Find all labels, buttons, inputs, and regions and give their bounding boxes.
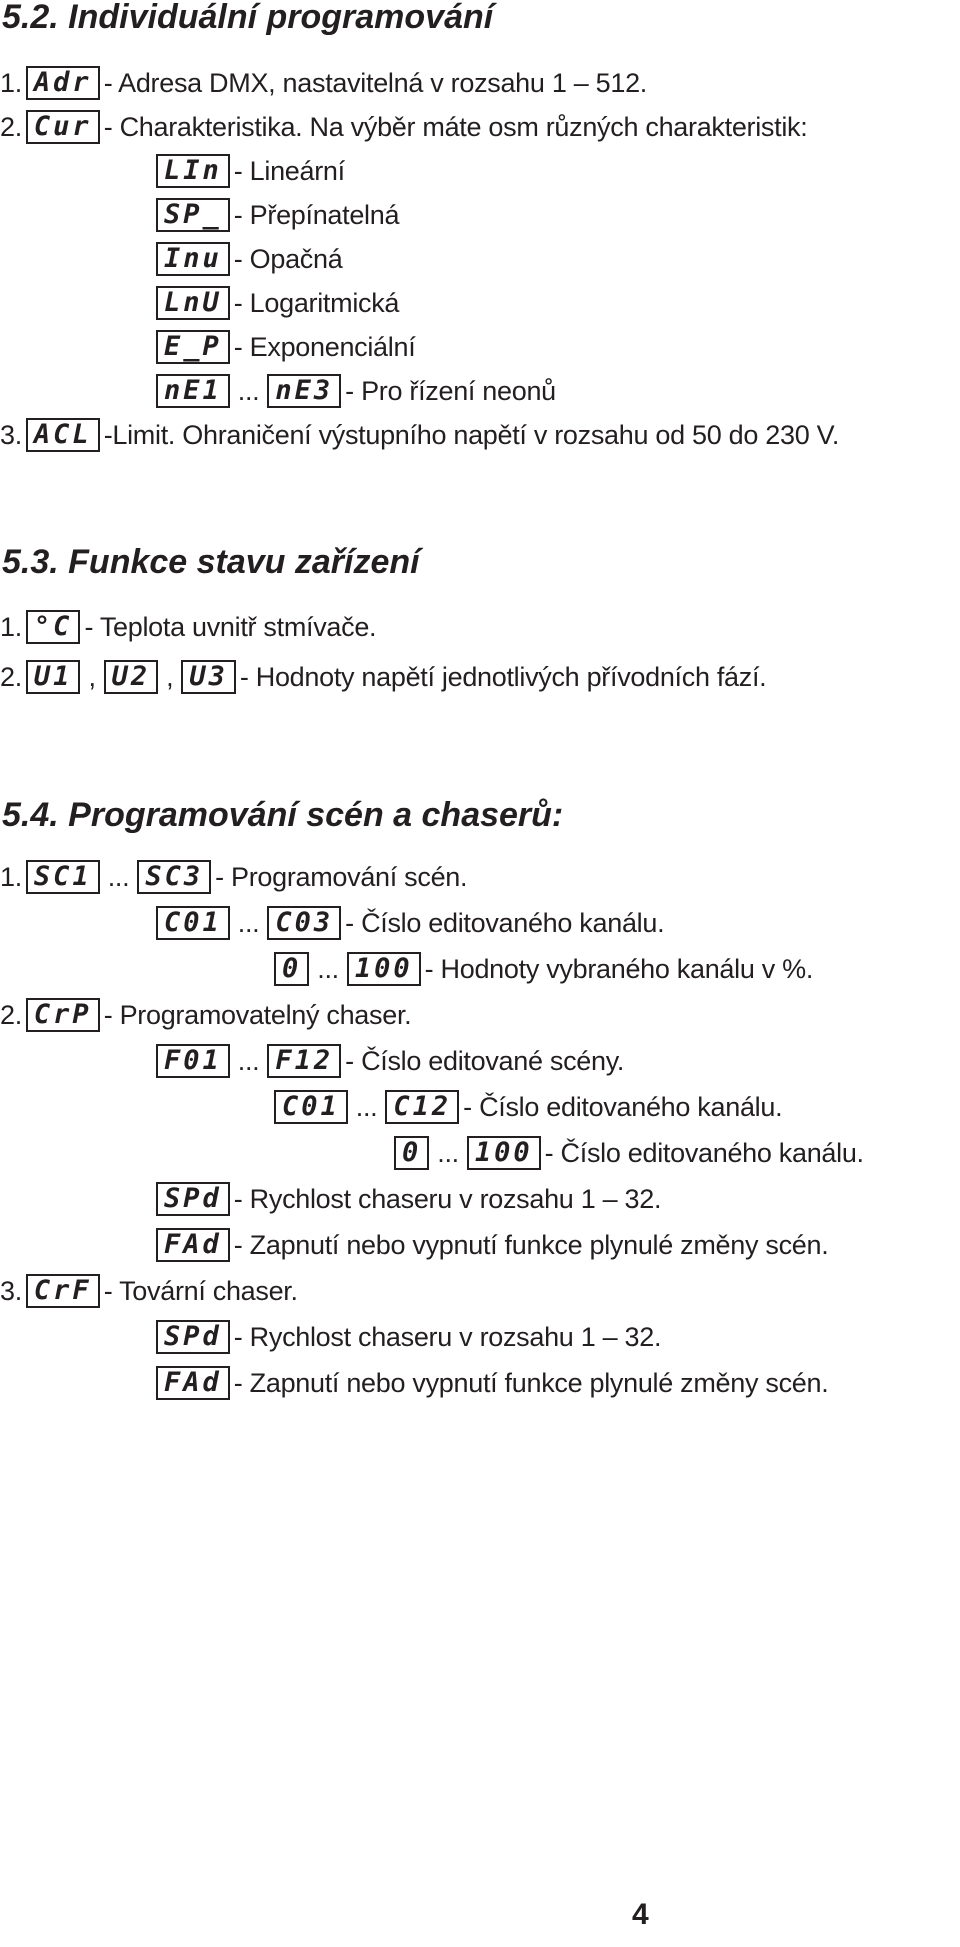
list-item xyxy=(0,858,467,896)
item-description: - Logaritmická xyxy=(233,287,400,318)
display-code: 100 xyxy=(467,1136,541,1170)
display-code: CrF xyxy=(26,1274,100,1308)
list-item xyxy=(152,240,342,278)
display-code: C01 xyxy=(274,1090,348,1124)
item-description: - Číslo editovaného kanálu. xyxy=(463,1091,783,1122)
item-description: - Programování scén. xyxy=(215,861,468,892)
item-description: - Tovární chaser. xyxy=(103,1275,298,1306)
item-number: 1. xyxy=(0,861,22,892)
item-description: - Rychlost chaseru v rozsahu 1 – 32. xyxy=(233,1183,662,1214)
item-number: 1. xyxy=(0,611,22,642)
list-item xyxy=(152,196,399,234)
display-code: F01 xyxy=(156,1044,230,1078)
display-code: C03 xyxy=(267,906,341,940)
display-code: SC3 xyxy=(137,860,211,894)
item-description: - Přepínatelná xyxy=(233,199,400,230)
display-code: SP_ xyxy=(156,198,230,232)
list-item xyxy=(0,108,807,146)
item-description: - Číslo editovaného kanálu. xyxy=(345,907,665,938)
separator: ... xyxy=(317,953,339,984)
item-description: - Zapnutí nebo vypnutí funkce plynulé změny scén. xyxy=(233,1367,829,1398)
display-code: °C xyxy=(26,610,81,644)
display-code: FAd xyxy=(156,1366,230,1400)
separator: ... xyxy=(237,1045,260,1076)
display-code: 0 xyxy=(274,952,309,986)
list-item xyxy=(0,658,766,696)
separator: ... xyxy=(437,1137,459,1168)
item-number: 3. xyxy=(0,1275,22,1306)
item-description: - Exponenciální xyxy=(233,331,416,362)
list-item xyxy=(270,950,813,988)
display-code: FAd xyxy=(156,1228,230,1262)
item-description: - Číslo editované scény. xyxy=(345,1045,625,1076)
list-item xyxy=(152,1318,661,1356)
display-code: Inu xyxy=(156,242,230,276)
list-item xyxy=(152,284,399,322)
section-title: 5.3. Funkce stavu zařízení xyxy=(2,543,420,581)
display-code: 100 xyxy=(347,952,421,986)
display-code: U2 xyxy=(104,660,159,694)
item-description: - Hodnoty vybraného kanálu v %. xyxy=(424,953,814,984)
list-item xyxy=(0,996,411,1034)
item-description: - Pro řízení neonů xyxy=(345,375,556,406)
list-item xyxy=(0,416,839,454)
display-code: LnU xyxy=(156,286,230,320)
list-item xyxy=(152,1180,661,1218)
section-title: 5.2. Individuální programování xyxy=(2,0,494,36)
list-item xyxy=(0,64,647,102)
display-code: F12 xyxy=(267,1044,341,1078)
display-code: 0 xyxy=(394,1136,429,1170)
list-item xyxy=(270,1088,782,1126)
item-number: 3. xyxy=(0,419,22,450)
list-item xyxy=(152,152,345,190)
display-code: U3 xyxy=(181,660,236,694)
separator: ... xyxy=(355,1091,378,1122)
display-code: LIn xyxy=(156,154,230,188)
item-description: - Opačná xyxy=(233,243,343,274)
item-description: - Adresa DMX, nastavitelná v rozsahu 1 – 512. xyxy=(103,67,647,98)
item-number: 2. xyxy=(0,111,22,142)
item-number: 2. xyxy=(0,661,22,692)
list-item xyxy=(390,1134,864,1172)
list-item xyxy=(152,904,664,942)
display-code: C12 xyxy=(385,1090,459,1124)
separator: ... xyxy=(107,861,130,892)
display-code: C01 xyxy=(156,906,230,940)
display-code: nE1 xyxy=(156,374,230,408)
display-code: SPd xyxy=(156,1182,230,1216)
item-description: - Programovatelný chaser. xyxy=(103,999,412,1030)
item-description: -Limit. Ohraničení výstupního napětí v rozsahu od 50 do 230 V. xyxy=(103,419,840,450)
list-item xyxy=(152,1226,828,1264)
separator: , xyxy=(88,661,96,692)
item-description: - Lineární xyxy=(233,155,345,186)
display-code: SPd xyxy=(156,1320,230,1354)
display-code: E_P xyxy=(156,330,230,364)
list-item xyxy=(152,1364,828,1402)
list-item xyxy=(152,328,415,366)
separator: ... xyxy=(237,907,260,938)
section-title: 5.4. Programování scén a chaserů: xyxy=(2,796,564,834)
display-code: ACL xyxy=(26,418,100,452)
list-item xyxy=(0,608,376,646)
item-number: 1. xyxy=(0,67,22,98)
list-item xyxy=(152,372,556,410)
display-code: SC1 xyxy=(26,860,100,894)
display-code: U1 xyxy=(26,660,81,694)
list-item xyxy=(0,1272,298,1310)
display-code: Cur xyxy=(26,110,100,144)
item-description: - Teplota uvnitř stmívače. xyxy=(84,611,377,642)
page-number: 4 xyxy=(632,1898,649,1931)
item-description: - Hodnoty napětí jednotlivých přívodních fází. xyxy=(239,661,767,692)
display-code: Adr xyxy=(26,66,100,100)
separator: , xyxy=(166,661,174,692)
display-code: CrP xyxy=(26,998,100,1032)
item-description: - Zapnutí nebo vypnutí funkce plynulé změny scén. xyxy=(233,1229,829,1260)
item-number: 2. xyxy=(0,999,22,1030)
list-item xyxy=(152,1042,624,1080)
display-code: nE3 xyxy=(267,374,341,408)
separator: ... xyxy=(237,375,260,406)
item-description: - Rychlost chaseru v rozsahu 1 – 32. xyxy=(233,1321,662,1352)
item-description: - Číslo editovaného kanálu. xyxy=(544,1137,864,1168)
item-description: - Charakteristika. Na výběr máte osm různých charakteristik: xyxy=(103,111,808,142)
